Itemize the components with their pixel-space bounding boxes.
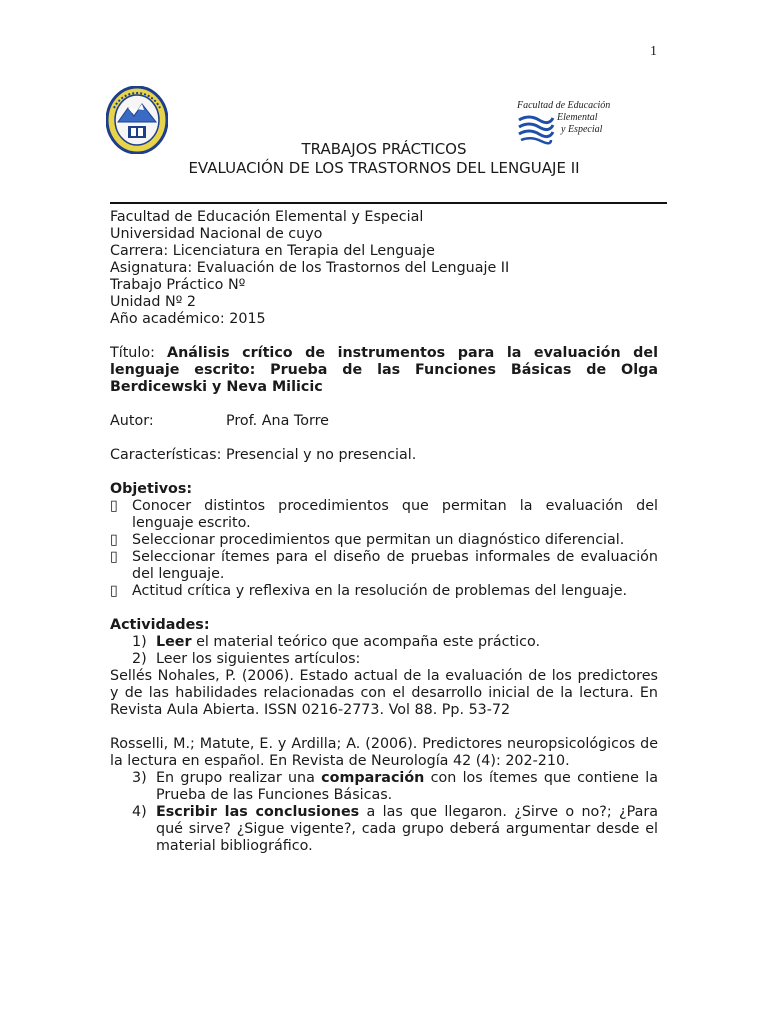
header-divider	[110, 202, 667, 204]
activity-number: 2)	[132, 651, 147, 667]
activity-item	[110, 770, 658, 804]
bullet-icon: ▯	[110, 498, 118, 514]
activity-item	[110, 651, 658, 668]
info-year: Año académico: 2015	[110, 311, 266, 327]
objective-text: Conocer distintos procedimientos que permitan la evaluación del lenguaje escrito.	[132, 498, 658, 531]
title-text: Análisis crítico de instrumentos para la evaluación del lenguaje escrito: Prueba de las Funciones Básicas de Olga Berdicewski y Neva Milicic	[110, 345, 659, 395]
author-value: Prof. Ana Torre	[226, 413, 329, 429]
activity-number: 4)	[132, 804, 147, 820]
activity-text	[156, 804, 658, 855]
activity-bold: Escribir las conclusiones	[156, 804, 360, 820]
author-line	[110, 413, 658, 430]
activity-number: 3)	[132, 770, 147, 786]
info-faculty: Facultad de Educación Elemental y Especial	[110, 209, 424, 225]
info-subject: Asignatura: Evaluación de los Trastornos del Lenguaje II	[110, 260, 510, 276]
bullet-icon: ▯	[110, 532, 118, 548]
reference-1: Sellés Nohales, P. (2006). Estado actual de la evaluación de los predictores y de las habilidades relacionadas con el desarrollo inicial de la lectura. En Revista Aula Abierta. ISSN 0216-2773. Vol 88. Pp. 53-72	[110, 668, 658, 718]
author-label: Autor:	[110, 413, 154, 429]
activity-text: Leer los siguientes artículos:	[156, 651, 361, 667]
bullet-icon: ▯	[110, 549, 118, 565]
reference-2: Rosselli, M.; Matute, E. y Ardilla; A. (2006). Predictores neuropsicológicos de la lectura en español. En Revista de Neurología 42 (4): 202-210.	[110, 736, 658, 769]
activity-pre: En grupo realizar una	[156, 770, 322, 786]
logo-text-line2: Elemental	[557, 112, 598, 123]
objective-text: Seleccionar procedimientos que permitan un diagnóstico diferencial.	[132, 532, 625, 548]
info-practical: Trabajo Práctico Nº	[110, 277, 246, 293]
document-header	[110, 140, 658, 178]
activity-post: con los ítemes que contiene la Prueba de las Funciones Básicas.	[156, 770, 658, 803]
activity-bold: Leer	[156, 634, 192, 650]
activity-bold: comparación	[321, 770, 425, 786]
objective-item	[110, 498, 658, 532]
activities-heading: Actividades:	[110, 617, 210, 633]
activity-item	[110, 634, 658, 651]
page-number: 1	[650, 44, 657, 59]
info-career: Carrera: Licenciatura en Terapia del Lenguaje	[110, 243, 435, 259]
activity-number: 1)	[132, 634, 147, 650]
document-body	[110, 209, 658, 855]
activity-text	[156, 770, 658, 804]
title-label: Título:	[110, 345, 168, 361]
activity-text	[156, 634, 658, 651]
objectives-heading: Objetivos:	[110, 481, 193, 497]
bullet-icon: ▯	[110, 583, 118, 599]
objective-text: Actitud crítica y reflexiva en la resolución de problemas del lenguaje.	[132, 583, 628, 599]
objective-text: Seleccionar ítemes para el diseño de pruebas informales de evaluación del lenguaje.	[132, 549, 658, 582]
activity-item	[110, 804, 658, 855]
info-unit: Unidad Nº 2	[110, 294, 197, 310]
objective-item	[110, 549, 658, 583]
faculty-logo	[515, 100, 645, 144]
characteristics: Características: Presencial y no presencial.	[110, 447, 417, 463]
activity-rest: el material teórico que acompaña este práctico.	[191, 634, 541, 650]
header-title-line2: EVALUACIÓN DE LOS TRASTORNOS DEL LENGUAJE II	[188, 159, 580, 177]
activity-post: a las que llegaron. ¿Sirve o no?; ¿Para qué sirve? ¿Sigue vigente?, cada grupo deberá argumentar desde el material bibliográfico.	[156, 804, 658, 854]
title-paragraph	[110, 345, 658, 396]
logo-text-line3: y Especial	[561, 124, 603, 135]
objective-item	[110, 532, 658, 549]
info-university: Universidad Nacional de cuyo	[110, 226, 323, 242]
logo-text-line1: Facultad de Educación	[517, 100, 611, 111]
header-title-line1: TRABAJOS PRÁCTICOS	[301, 140, 467, 158]
objective-item	[110, 583, 658, 600]
